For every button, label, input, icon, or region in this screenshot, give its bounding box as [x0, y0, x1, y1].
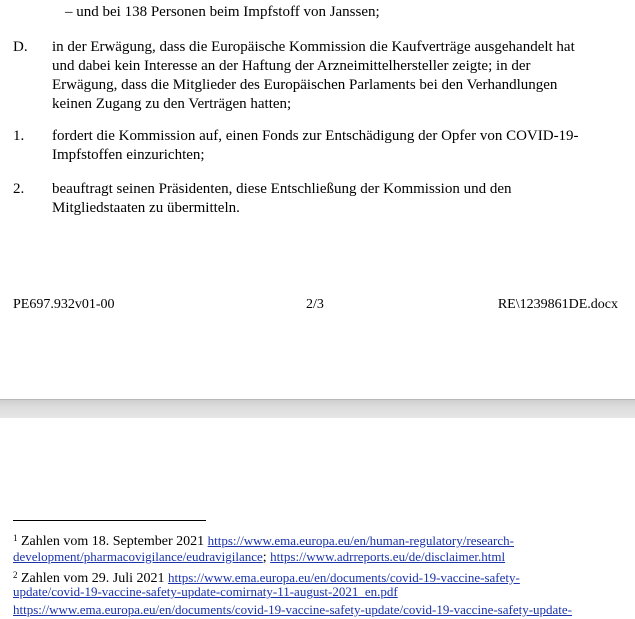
footnote-1-link-adrreports[interactable]: https://www.adrreports.eu/de/disclaimer.html — [270, 549, 506, 564]
item-2-line: beauftragt seinen Präsidenten, diese Entschließung der Kommission und den — [52, 181, 512, 197]
footnote-1-link-ema-cont[interactable]: development/pharmacovigilance/eudravigilance — [13, 549, 263, 564]
item-1-label: 1. — [13, 128, 25, 144]
recital-d-line: Erwägung, dass die Mitglieder des Europäischen Parlaments bei den Verhandlungen — [52, 77, 558, 93]
footer-file-name: RE\1239861DE.docx — [497, 297, 618, 312]
footnote-1-cont — [13, 549, 505, 566]
footnote-2-cont — [13, 584, 398, 601]
item-2-label: 2. — [13, 181, 25, 197]
footnote-1-separator: ; — [262, 550, 271, 565]
footnote-2-link-ema-2[interactable]: https://www.ema.europa.eu/en/documents/covid-19-vaccine-safety-update/covid-19-vaccine-safety-update- — [13, 602, 573, 617]
recital-d-line: und dabei kein Interesse an der Haftung der Arzneimittelhersteller zeigte; in der — [52, 58, 531, 74]
recital-d-line: keinen Zugang zu den Verträgen hatten; — [52, 96, 292, 112]
footnote-1-text: Zahlen vom 18. September 2021 — [21, 534, 208, 549]
footnote-2-text: Zahlen vom 29. Juli 2021 — [21, 571, 168, 586]
footer-page-number: 2/3 — [306, 297, 324, 312]
footnote-separator — [13, 520, 206, 521]
footnote-1-number: 1 — [13, 533, 18, 543]
item-1-line: Impfstoffen einzurichten; — [52, 147, 205, 163]
footnote-2-cont-2 — [13, 602, 572, 619]
recital-d-line: in der Erwägung, dass die Europäische Kommission die Kaufverträge ausgehandelt hat — [52, 39, 575, 55]
footnote-1-link-ema[interactable]: https://www.ema.europa.eu/en/human-regulatory/research- — [207, 533, 514, 548]
footnote-2-number: 2 — [13, 570, 18, 580]
footer-doc-ref: PE697.932v01-00 — [13, 297, 115, 312]
page-separator — [0, 399, 635, 419]
item-2-line: Mitgliedstaaten zu übermitteln. — [52, 200, 240, 216]
footnote-2-link-ema-cont[interactable]: update/covid-19-vaccine-safety-update-comirnaty-11-august-2021_en.pdf — [13, 584, 398, 599]
footnote-2-link-ema[interactable]: https://www.ema.europa.eu/en/documents/covid-19-vaccine-safety- — [168, 570, 520, 585]
recital-d-label: D. — [13, 39, 28, 55]
item-1-line: fordert die Kommission auf, einen Fonds zur Entschädigung der Opfer von COVID-19- — [52, 128, 579, 144]
continuation-line: – und bei 138 Personen beim Impfstoff von Janssen; — [65, 4, 380, 20]
footnote-1 — [13, 530, 514, 550]
